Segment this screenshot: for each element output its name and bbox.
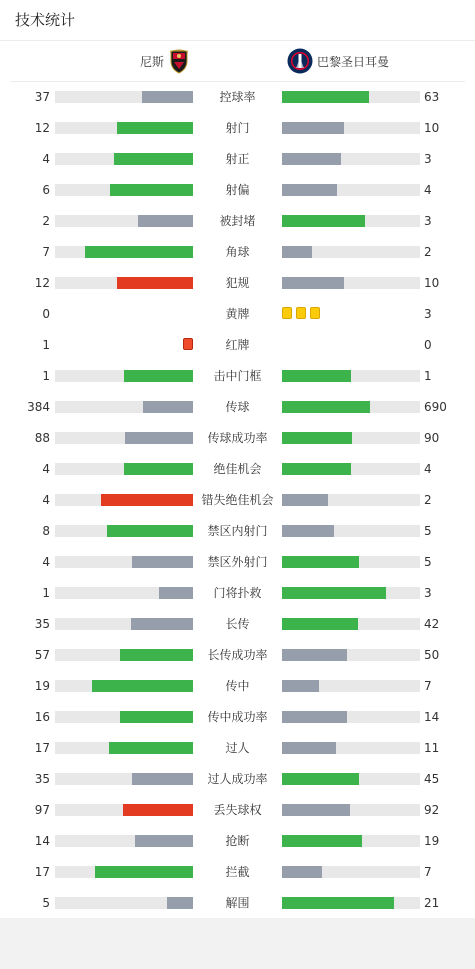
away-bar-fill — [282, 711, 347, 723]
stat-label: 过人 — [225, 741, 250, 755]
stat-label: 传球成功率 — [207, 431, 268, 445]
away-bar-fill — [282, 494, 328, 506]
home-stat-value: 1 — [42, 338, 50, 352]
away-stat-value: 45 — [424, 772, 440, 786]
away-bar-track — [282, 525, 420, 537]
away-bar-fill — [282, 525, 334, 537]
home-stat-value: 8 — [42, 524, 50, 538]
away-bar-track — [282, 432, 420, 444]
stat-row — [0, 299, 475, 330]
stat-row — [0, 82, 475, 113]
away-bar-track — [282, 742, 420, 754]
away-bar-fill — [282, 897, 394, 909]
away-stat-value: 3 — [424, 586, 432, 600]
away-bar-track — [282, 91, 420, 103]
away-stat-value: 7 — [424, 679, 432, 693]
home-stat-value: 17 — [34, 865, 50, 879]
stat-row — [0, 888, 475, 919]
home-stat-value: 4 — [42, 555, 50, 569]
away-bar-track — [282, 773, 420, 785]
home-bar-track — [55, 91, 193, 103]
home-bar-track — [55, 494, 193, 506]
stat-row — [0, 640, 475, 671]
stat-row — [0, 113, 475, 144]
home-bar-fill — [120, 649, 193, 661]
yellow-card-icon — [310, 307, 320, 319]
home-cards — [183, 338, 193, 350]
away-bar-fill — [282, 153, 341, 165]
home-bar-track — [55, 525, 193, 537]
away-bar-fill — [282, 742, 336, 754]
home-bar-track — [55, 804, 193, 816]
home-bar-fill — [110, 184, 193, 196]
home-bar-track — [55, 866, 193, 878]
away-bar-fill — [282, 618, 358, 630]
away-stat-value: 3 — [424, 307, 432, 321]
home-stat-value: 6 — [42, 183, 50, 197]
home-bar-track — [55, 184, 193, 196]
home-bar-fill — [167, 897, 193, 909]
away-stat-value: 1 — [424, 369, 432, 383]
home-bar-track — [55, 277, 193, 289]
away-cards — [282, 307, 320, 319]
home-stat-value: 384 — [27, 400, 50, 414]
away-stat-value: 4 — [424, 183, 432, 197]
away-stat-value: 5 — [424, 555, 432, 569]
home-stat-value: 4 — [42, 462, 50, 476]
psg-crest-icon — [287, 48, 313, 74]
stat-label: 传中成功率 — [207, 710, 268, 724]
away-bar-track — [282, 556, 420, 568]
away-bar-track — [282, 153, 420, 165]
away-bar-fill — [282, 277, 344, 289]
away-stat-value: 690 — [424, 400, 447, 414]
away-stat-value: 2 — [424, 245, 432, 259]
away-stat-value: 4 — [424, 462, 432, 476]
yellow-card-icon — [282, 307, 292, 319]
home-bar-fill — [92, 680, 193, 692]
stat-label: 抢断 — [225, 834, 250, 848]
home-bar-track — [55, 432, 193, 444]
home-stat-value: 57 — [34, 648, 50, 662]
stat-label: 红牌 — [225, 338, 250, 352]
stat-row — [0, 547, 475, 578]
stat-row — [0, 857, 475, 888]
away-bar-track — [282, 370, 420, 382]
stats-list — [0, 82, 475, 919]
home-bar-track — [55, 463, 193, 475]
stat-row — [0, 361, 475, 392]
away-stat-value: 2 — [424, 493, 432, 507]
home-stat-value: 12 — [34, 121, 50, 135]
stat-row — [0, 733, 475, 764]
stat-label: 丢失球权 — [213, 803, 262, 817]
home-bar-track — [55, 153, 193, 165]
stat-label: 控球率 — [219, 90, 256, 104]
team-header — [0, 42, 475, 82]
stat-label: 解围 — [225, 896, 250, 910]
stat-label: 犯规 — [225, 276, 250, 290]
home-bar-fill — [101, 494, 193, 506]
away-bar-fill — [282, 556, 359, 568]
home-bar-fill — [120, 711, 193, 723]
stat-label: 传球 — [225, 400, 250, 414]
away-stat-value: 10 — [424, 276, 440, 290]
stat-label: 击中门框 — [213, 369, 262, 383]
stat-label: 禁区内射门 — [207, 524, 268, 538]
away-bar-track — [282, 463, 420, 475]
away-stat-value: 0 — [424, 338, 432, 352]
away-bar-track — [282, 897, 420, 909]
away-bar-track — [282, 680, 420, 692]
away-bar-fill — [282, 432, 352, 444]
away-bar-track — [282, 494, 420, 506]
stat-row — [0, 671, 475, 702]
away-bar-track — [282, 246, 420, 258]
away-bar-track — [282, 649, 420, 661]
away-stat-value: 90 — [424, 431, 440, 445]
away-stat-value: 7 — [424, 865, 432, 879]
home-stat-value: 5 — [42, 896, 50, 910]
away-stat-value: 19 — [424, 834, 440, 848]
home-bar-fill — [117, 122, 193, 134]
ogc-nice-crest-icon — [168, 48, 190, 74]
away-bar-track — [282, 184, 420, 196]
home-bar-track — [55, 556, 193, 568]
stat-label: 禁区外射门 — [207, 555, 268, 569]
away-bar-fill — [282, 680, 319, 692]
away-bar-fill — [282, 184, 337, 196]
away-stat-value: 63 — [424, 90, 440, 104]
away-bar-fill — [282, 866, 322, 878]
home-bar-track — [55, 587, 193, 599]
stat-row — [0, 795, 475, 826]
away-stat-value: 11 — [424, 741, 440, 755]
away-bar-fill — [282, 246, 312, 258]
home-bar-fill — [125, 432, 193, 444]
home-stat-value: 4 — [42, 493, 50, 507]
stat-label: 射门 — [225, 121, 250, 135]
stat-label: 被封堵 — [219, 214, 256, 228]
stat-label: 错失绝佳机会 — [201, 493, 274, 507]
away-bar-fill — [282, 463, 351, 475]
home-bar-fill — [138, 215, 193, 227]
home-bar-fill — [159, 587, 194, 599]
home-bar-fill — [135, 835, 193, 847]
home-stat-value: 17 — [34, 741, 50, 755]
stat-row — [0, 702, 475, 733]
away-bar-track — [282, 835, 420, 847]
home-bar-track — [55, 618, 193, 630]
away-stat-value: 5 — [424, 524, 432, 538]
page-title: 技术统计 — [15, 11, 76, 29]
away-stat-value: 3 — [424, 152, 432, 166]
stat-row — [0, 206, 475, 237]
home-bar-track — [55, 246, 193, 258]
stat-label: 拦截 — [225, 865, 250, 879]
home-stat-value: 35 — [34, 617, 50, 631]
home-bar-fill — [114, 153, 193, 165]
home-bar-fill — [109, 742, 193, 754]
home-stat-value: 12 — [34, 276, 50, 290]
away-bar-fill — [282, 649, 347, 661]
home-stat-value: 1 — [42, 369, 50, 383]
home-bar-fill — [124, 463, 193, 475]
home-stat-value: 4 — [42, 152, 50, 166]
stat-row — [0, 578, 475, 609]
home-bar-fill — [123, 804, 193, 816]
home-stat-value: 0 — [42, 307, 50, 321]
home-stat-value: 2 — [42, 214, 50, 228]
away-bar-track — [282, 804, 420, 816]
home-stat-value: 14 — [34, 834, 50, 848]
home-bar-fill — [132, 773, 193, 785]
away-team[interactable] — [287, 42, 389, 80]
away-bar-fill — [282, 91, 369, 103]
stat-row — [0, 454, 475, 485]
stat-row — [0, 423, 475, 454]
away-stat-value: 50 — [424, 648, 440, 662]
home-bar-fill — [143, 401, 193, 413]
stat-row — [0, 609, 475, 640]
home-stat-value: 7 — [42, 245, 50, 259]
home-stat-value: 37 — [34, 90, 50, 104]
home-bar-fill — [124, 370, 193, 382]
stat-label: 角球 — [225, 245, 250, 259]
home-team[interactable] — [140, 42, 190, 80]
home-bar-track — [55, 680, 193, 692]
stat-label: 长传 — [225, 617, 250, 631]
home-stat-value: 88 — [34, 431, 50, 445]
home-bar-fill — [85, 246, 193, 258]
stat-label: 黄牌 — [225, 307, 250, 321]
stat-label: 绝佳机会 — [213, 462, 262, 476]
home-stat-value: 1 — [42, 586, 50, 600]
away-bar-fill — [282, 401, 370, 413]
home-bar-fill — [95, 866, 193, 878]
home-bar-track — [55, 711, 193, 723]
away-bar-track — [282, 618, 420, 630]
away-stat-value: 14 — [424, 710, 440, 724]
stat-row — [0, 330, 475, 361]
stat-row — [0, 144, 475, 175]
away-bar-fill — [282, 587, 386, 599]
home-stat-value: 97 — [34, 803, 50, 817]
stat-row — [0, 175, 475, 206]
home-bar-track — [55, 649, 193, 661]
stat-label: 传中 — [225, 679, 250, 693]
stat-row — [0, 826, 475, 857]
home-bar-fill — [117, 277, 193, 289]
away-bar-track — [282, 122, 420, 134]
home-bar-track — [55, 773, 193, 785]
away-team-name: 巴黎圣日耳曼 — [317, 54, 390, 69]
away-bar-fill — [282, 370, 351, 382]
stat-row — [0, 516, 475, 547]
stat-label: 射偏 — [225, 183, 250, 197]
away-bar-fill — [282, 804, 350, 816]
home-bar-track — [55, 370, 193, 382]
home-bar-track — [55, 401, 193, 413]
home-bar-track — [55, 897, 193, 909]
away-bar-track — [282, 711, 420, 723]
away-stat-value: 42 — [424, 617, 440, 631]
home-bar-fill — [132, 556, 193, 568]
stat-row — [0, 268, 475, 299]
divider — [0, 40, 475, 41]
away-bar-track — [282, 215, 420, 227]
home-bar-fill — [131, 618, 193, 630]
stat-label: 长传成功率 — [207, 648, 268, 662]
stat-label: 射正 — [225, 152, 250, 166]
stat-label: 门将扑救 — [213, 586, 262, 600]
away-bar-track — [282, 587, 420, 599]
away-stat-value: 92 — [424, 803, 440, 817]
home-bar-fill — [107, 525, 193, 537]
home-bar-fill — [142, 91, 193, 103]
home-stat-value: 16 — [34, 710, 50, 724]
home-bar-track — [55, 835, 193, 847]
stat-row — [0, 237, 475, 268]
away-bar-fill — [282, 773, 359, 785]
away-bar-fill — [282, 835, 362, 847]
away-stat-value: 3 — [424, 214, 432, 228]
red-card-icon — [183, 338, 193, 350]
away-bar-track — [282, 277, 420, 289]
stat-row — [0, 485, 475, 516]
home-team-name: 尼斯 — [139, 54, 164, 69]
yellow-card-icon — [296, 307, 306, 319]
home-stat-value: 35 — [34, 772, 50, 786]
away-bar-fill — [282, 215, 365, 227]
stat-row — [0, 392, 475, 423]
home-bar-track — [55, 122, 193, 134]
away-bar-track — [282, 866, 420, 878]
away-bar-fill — [282, 122, 344, 134]
away-stat-value: 10 — [424, 121, 440, 135]
home-stat-value: 19 — [34, 679, 50, 693]
away-bar-track — [282, 401, 420, 413]
away-stat-value: 21 — [424, 896, 440, 910]
home-bar-track — [55, 742, 193, 754]
stat-row — [0, 764, 475, 795]
home-bar-track — [55, 215, 193, 227]
stat-label: 过人成功率 — [207, 772, 268, 786]
